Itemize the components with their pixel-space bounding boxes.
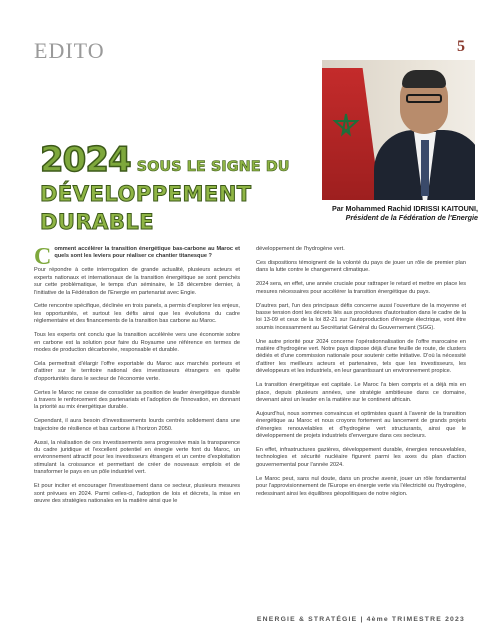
body-paragraph: Aujourd'hui, nous sommes convaincus et optimistes quant à l'avenir de la transition énergétique au Maroc et nous croyons fortement au lancement de grands projets d'énergies renouvelables et d'hydrogène vert structurants, ainsi que le développement de projets industriels d'envergure dans ces secteurs. <box>256 410 466 440</box>
headline-line2: DÉVELOPPEMENT <box>40 182 252 206</box>
section-title: EDITO <box>34 38 105 63</box>
body-paragraph: D'autres part, l'un des principaux défis concerne aussi l'ouverture de la moyenne et basse tension dont les décrets liés aux procédures d'autorisation dans le cadre de la loi 13-09 et ceux de la loi 82-21 sur l'autoproduction d'énergie électrique, vont être soumis incessamment au Secrétariat Général du Gouvernement (SGG). <box>256 302 466 331</box>
body-paragraph: Aussi, la réalisation de ces investissements sera progressive mais la transparence du cadre juridique et l'excellent potentiel en énergie verte font du Maroc, un environnement attractif pour les investisseurs étrangers et un centre d'exploitation stimulant la croissance et permettant de créer de nouveaux emplois et de transformer le pays en un pôle industriel vert. <box>34 439 240 476</box>
body-paragraph: En effet, infrastructures gazières, développement durable, énergies renouvelables, technologies et sécurité nucléaire figurent parmi les axes du plan d'action gouvernemental pour l'année 2024. <box>256 447 466 468</box>
body-paragraph: Cette rencontre spécifique, déclinée en trois panels, a permis d'explorer les enjeux, les opportunités, et surtout les défis ainsi que les évolutions du cadre réglementaire et des financements de la transition bas carbone au Maroc. <box>34 303 240 325</box>
body-paragraph: La transition énergétique est capitale. Le Maroc l'a bien compris et a déjà mis en place, depuis plusieurs années, une stratégie ambitieuse dans ce domaine, devenant ainsi un leader en la matière sur le continent africain. <box>256 382 466 403</box>
caption-role: Président de la Fédération de l'Energie <box>345 213 478 222</box>
headline <box>40 140 310 236</box>
page-footer: ENERGIE & STRATÉGIE | 4ème TRIMESTRE 2023 <box>256 616 465 623</box>
body-paragraph: Pour répondre à cette interrogation de grande actualité, plusieurs acteurs et experts nationaux et internationaux de la transition énergétique se sont penchés sur cette problématique, le temps d'un séminaire, le 18 décembre dernier, à l'initiative de la Fédération de l'Energie en partenariat avec Engie. <box>34 267 240 296</box>
headline-line3: DURABLE <box>40 210 155 234</box>
left-column <box>34 246 240 512</box>
body-paragraph: Tous les experts ont conclu que la transition accélérée vers une économie sobre en carbone est la solution pour faire du Royaume une référence en termes de modes de production décarbonée, responsable et durable. <box>34 332 240 353</box>
headline-sous: SOUS LE SIGNE DU <box>136 159 290 175</box>
body-paragraph: Le Maroc peut, sans nul doute, dans un proche avenir, jouer un rôle fondamental pour l'approvisionnement de l'Europe en énergie verte via l'électricité ou l'hydrogène, redessinant ainsi les équilibres géopolitiques de notre région. <box>256 475 466 497</box>
body-paragraph: 2024 sera, en effet, une année cruciale pour rattraper le retard et mettre en place les mesures nécessaires pour accélérer la transition énergétique du pays. <box>256 281 466 295</box>
intro-paragraph <box>34 244 240 270</box>
body-paragraph: Une autre priorité pour 2024 concerne l'opérationnalisation de l'offre marocaine en matière d'hydrogène vert. Notre pays dispose déjà d'une feuille de route, de clusters dédiés et d'une commission nationale pour soutenir cette initiative. D'où la nécessité d'attirer les meilleurs acteurs et partenaires, tels que les investisseurs, les développeurs et les industriels, en leur garantissant un environnement propice. <box>256 338 466 375</box>
tie <box>421 140 429 196</box>
body-paragraph: développement de l'hydrogène vert. <box>256 246 345 252</box>
author-photo <box>322 60 475 200</box>
body-paragraph: Cela permettrait d'élargir l'offre exportable du Maroc aux marchés porteurs et d'attirer sur le territoire national des investisseurs étrangers en quête d'opportunités dans le secteur de l'économie verte. <box>34 360 240 382</box>
photo-caption <box>318 204 478 222</box>
glasses <box>406 94 442 103</box>
caption-name: Par Mohammed Rachid IDRISSI KAITOUNI, <box>331 204 478 213</box>
headline-year: 2024 <box>40 140 131 180</box>
hair <box>402 70 446 88</box>
star-icon <box>332 112 360 140</box>
page-number: 5 <box>457 38 465 55</box>
intro-text: omment accélérer la transition énergétique bas-carbone au Maroc et quels sont les leviers pour réaliser ce chantier titanesque ? <box>54 246 240 260</box>
body-paragraph: Ces dispositions témoignent de la volonté du pays de jouer un rôle de premier plan dans la lutte contre le changement climatique. <box>256 259 466 274</box>
body-paragraph: Et pour inciter et encourager l'investissement dans ce secteur, plusieurs mesures sont prévues en 2024. Parmi celles-ci, l'adoption de lois et décrets, la mise en œuvre des stratégies nationales en la matière ainsi que le <box>34 483 240 504</box>
right-column <box>256 246 466 504</box>
drop-cap: C <box>34 244 52 270</box>
body-paragraph: Cependant, il aura besoin d'investissements lourds centrés solidement dans une trajectoire de résilience et bas carbone à l'horizon 2050. <box>34 418 240 432</box>
body-paragraph: Certes le Maroc ne cesse de consolider sa position de leader énergétique durable à travers le renforcement des partenariats et l'adoption de l'innovation, en donnant la priorité au mix énergétique durable. <box>34 389 240 411</box>
